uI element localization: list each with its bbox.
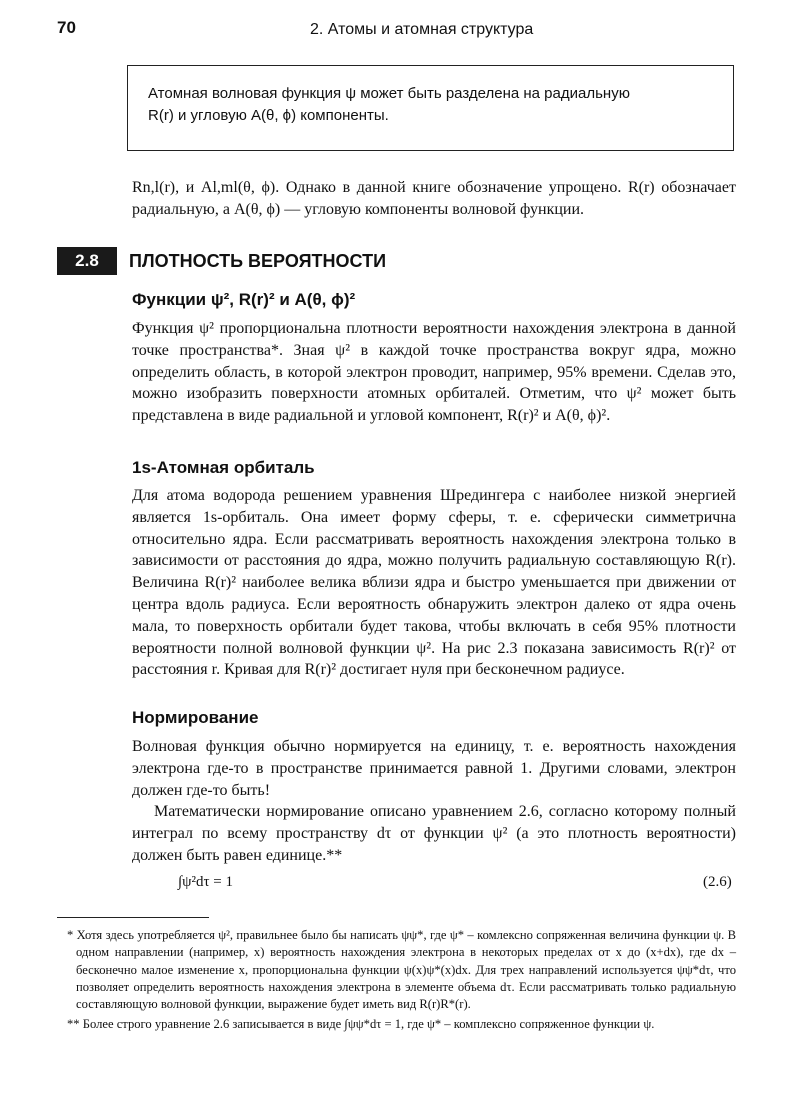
- functions-paragraph: [132, 318, 736, 427]
- paragraph-text: Функция ψ² пропорциональна плотности вероятности нахождения электрона в данной точке пространства*. Зная ψ² в каждой точке пространства вокруг ядра, можно определить область, в которой электрон проводит, например, 95% времени. Сделав это, можно изобразить поверхности атомных орбиталей. Отметим, что ψ² может быть представлена в виде радиальной и угловой компонент, R(r)² и A(θ, ϕ)².: [132, 320, 736, 425]
- continuation-paragraph: [132, 177, 736, 221]
- subsection-title-functions: Функции ψ², R(r)² и A(θ, ϕ)²: [132, 290, 356, 309]
- footnotes: [62, 927, 736, 1037]
- page-number: 70: [57, 18, 76, 37]
- section-number-badge: 2.8: [57, 247, 117, 275]
- running-head: 2. Атомы и атомная структура: [310, 21, 534, 38]
- summary-box: [127, 65, 734, 151]
- orbital-1s-paragraph: [132, 485, 736, 681]
- normalization-paragraphs: [132, 736, 736, 867]
- equation-number: (2.6): [703, 874, 732, 890]
- paragraph-text: Волновая функция обычно нормируется на единицу, т. е. вероятность нахождения электрона где-то в пространстве принимается равной 1. Другими словами, электрон должен где-то быть!: [132, 738, 736, 799]
- section-title: ПЛОТНОСТЬ ВЕРОЯТНОСТИ: [129, 251, 387, 271]
- paragraph-text: Для атома водорода решением уравнения Шредингера с наиболее низкой энергией является 1s-орбиталь. Она имеет форму сферы, т. е. сферически симметрична относительно ядра. Если рассматривать вероятность нахождения электрона только в зависимости от расстояния до ядра, можно получить радиальную составляющую R(r). Величина R(r)² наиболее велика вблизи ядра и быстро уменьшается при движении от центра вдоль радиуса. Если вероятность обнаружить электрон далеко от ядра очень мала, то поверхность орбитали будет такова, чтобы включать в себя 95% плотности вероятности полной волновой функции ψ². На рис 2.3 показана зависимость R(r)² от расстояния r. Кривая для R(r)² достигает нуля при бесконечном радиусе.: [132, 487, 736, 679]
- summary-line: Атомная волновая функция ψ может быть разделена на радиальную: [148, 85, 630, 102]
- subsection-title-normalization: Нормирование: [132, 708, 259, 727]
- subsection-title-1s: 1s-Атомная орбиталь: [132, 458, 315, 477]
- paragraph-text: Математически нормирование описано уравнением 2.6, согласно которому полный интеграл по всему пространству dτ от функции ψ² (а это плотность вероятности) должен быть равен единице.**: [132, 803, 736, 864]
- paragraph-text: Rn,l(r), и Al,ml(θ, ϕ). Однако в данной книге обозначение упрощено. R(r) обозначает радиальную, а A(θ, ϕ) — угловую компоненты волновой функции.: [132, 179, 736, 218]
- footnote: * Хотя здесь употребляется ψ², правильнее было бы написать ψψ*, где ψ* – комлексно сопряженная величина функции ψ. В одном направлении (например, x) вероятность нахождения электрона в некоторых пределах от x до (x+dx), где dx – бесконечно малое изменение x, пропорциональна функции ψ(x)ψ*(x)dx. Для трех направлений используется ψψ*dτ, что позволяет определить вероятность нахождения электрона в элементе объема dτ. Если рассматривать только радиальную составляющую волновой функции, выражение будет иметь вид R(r)R*(r).: [67, 928, 736, 1012]
- footnote-divider: [57, 917, 209, 918]
- equation-formula: ∫ψ²dτ = 1: [178, 874, 233, 890]
- summary-line: R(r) и угловую A(θ, ϕ) компоненты.: [148, 107, 389, 124]
- footnote: ** Более строго уравнение 2.6 записывается в виде ∫ψψ*dτ = 1, где ψ* – комплексно сопряженное функции ψ.: [67, 1017, 655, 1032]
